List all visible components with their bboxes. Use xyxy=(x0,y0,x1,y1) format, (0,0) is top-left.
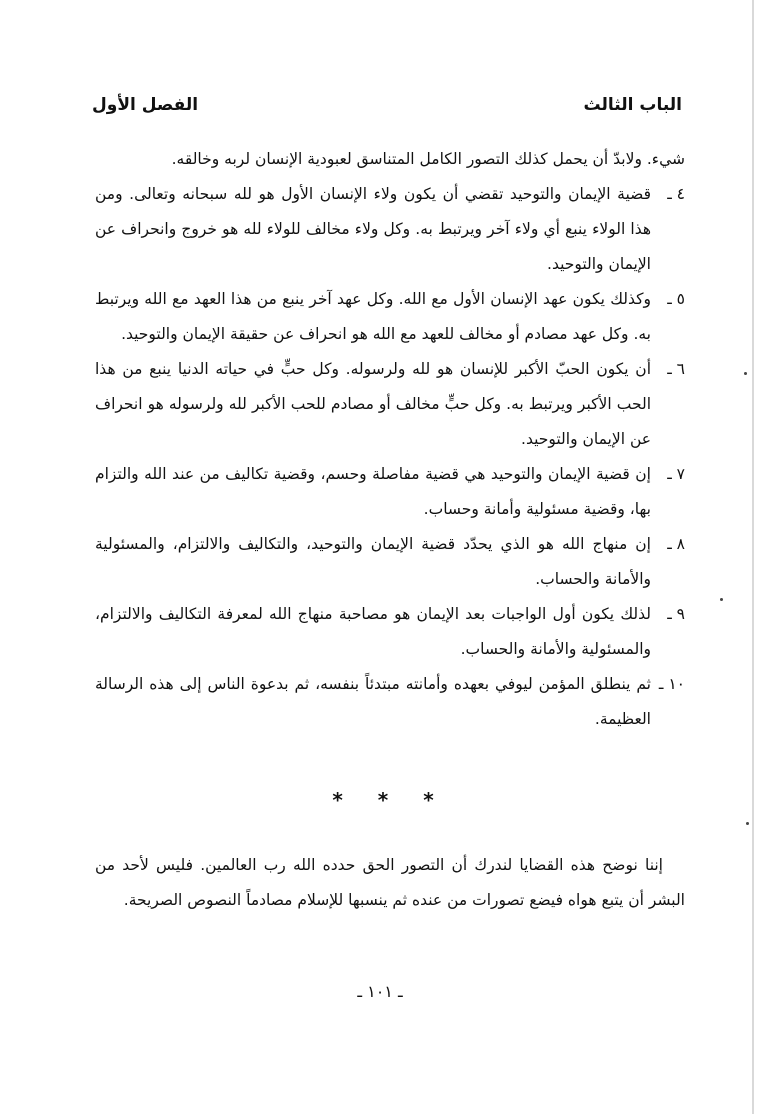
item-number: ١٠ ـ xyxy=(658,675,685,693)
item-text: وكذلك يكون عهد الإنسان الأول مع الله. وكل عهد آخر ينبع من هذا العهد مع الله ويرتبط به. وكل عهد مصادم أو مخالف للعهد مع الله هو انحراف عن حقيقة الإيمان والتوحيد. xyxy=(95,290,651,343)
list-item-10 xyxy=(95,667,685,737)
item-number: ٨ ـ xyxy=(667,535,685,553)
item-number: ٧ ـ xyxy=(667,465,685,483)
section-title: الباب الثالث xyxy=(583,95,682,115)
scan-speck xyxy=(744,372,747,375)
item-number: ٩ ـ xyxy=(667,605,685,623)
intro-paragraph: شيء. ولابدّ أن يحمل كذلك التصور الكامل المتناسق لعبودية الإنسان لربه وخالقه. xyxy=(171,150,685,168)
list-item-9 xyxy=(95,597,685,667)
item-text: قضية الإيمان والتوحيد تقضي أن يكون ولاء الإنسان الأول هو لله سبحانه وتعالى. ومن هذا الولاء ينبع أي ولاء آخر ويرتبط به. وكل ولاء مخالف للولاء لله هو خروج وانحراف عن الإيمان والتوحيد. xyxy=(95,185,651,273)
item-text: إن قضية الإيمان والتوحيد هي قضية مفاصلة وحسم، وقضية تكاليف من عند الله والتزام بها، وقضية مسئولية وأمانة وحساب. xyxy=(95,465,651,518)
page-number: ـ ١٠١ ـ xyxy=(357,982,403,1001)
list-item-8 xyxy=(95,527,685,597)
item-text: إن منهاج الله هو الذي يحدّد قضية الإيمان والتوحيد، والتكاليف والالتزام، والمسئولية والأمانة والحساب. xyxy=(95,535,651,588)
list-item-5 xyxy=(95,282,685,352)
list-item-7 xyxy=(95,457,685,527)
list-item-6 xyxy=(95,352,685,457)
item-number: ٥ ـ xyxy=(667,290,685,308)
item-text: أن يكون الحبّ الأكبر للإنسان هو لله ولرسوله. وكل حبٍّ في حياته الدنيا ينبع من هذا الحب الأكبر ويرتبط به. وكل حبٍّ مخالف أو مصادم للحب الأكبر لله ولرسوله هو انحراف عن الإيمان والتوحيد. xyxy=(95,360,651,448)
section-separator: * * * xyxy=(332,788,448,812)
item-number: ٦ ـ xyxy=(667,360,685,378)
page-edge xyxy=(752,0,754,1114)
scan-speck xyxy=(746,822,749,825)
scan-speck xyxy=(720,598,723,601)
closing-paragraph: إننا نوضح هذه القضايا لندرك أن التصور الحق حدده الله رب العالمين. فليس لأحد من البشر أن يتبع هواه فيضع تصورات من عنده ثم ينسبها للإسلام مصادماً النصوص الصريحة. xyxy=(95,856,685,909)
item-text: لذلك يكون أول الواجبات بعد الإيمان هو مصاحبة منهاج الله لمعرفة التكاليف والالتزام، والمسئولية والأمانة والحساب. xyxy=(95,605,651,658)
item-number: ٤ ـ xyxy=(667,185,685,203)
running-header xyxy=(92,90,682,120)
main-text xyxy=(95,142,685,737)
item-text: ثم ينطلق المؤمن ليوفي بعهده وأمانته مبتدئاً بنفسه، ثم بدعوة الناس إلى هذه الرسالة العظيمة. xyxy=(95,675,651,728)
list-item-4 xyxy=(95,177,685,282)
chapter-title: الفصل الأول xyxy=(92,95,199,115)
